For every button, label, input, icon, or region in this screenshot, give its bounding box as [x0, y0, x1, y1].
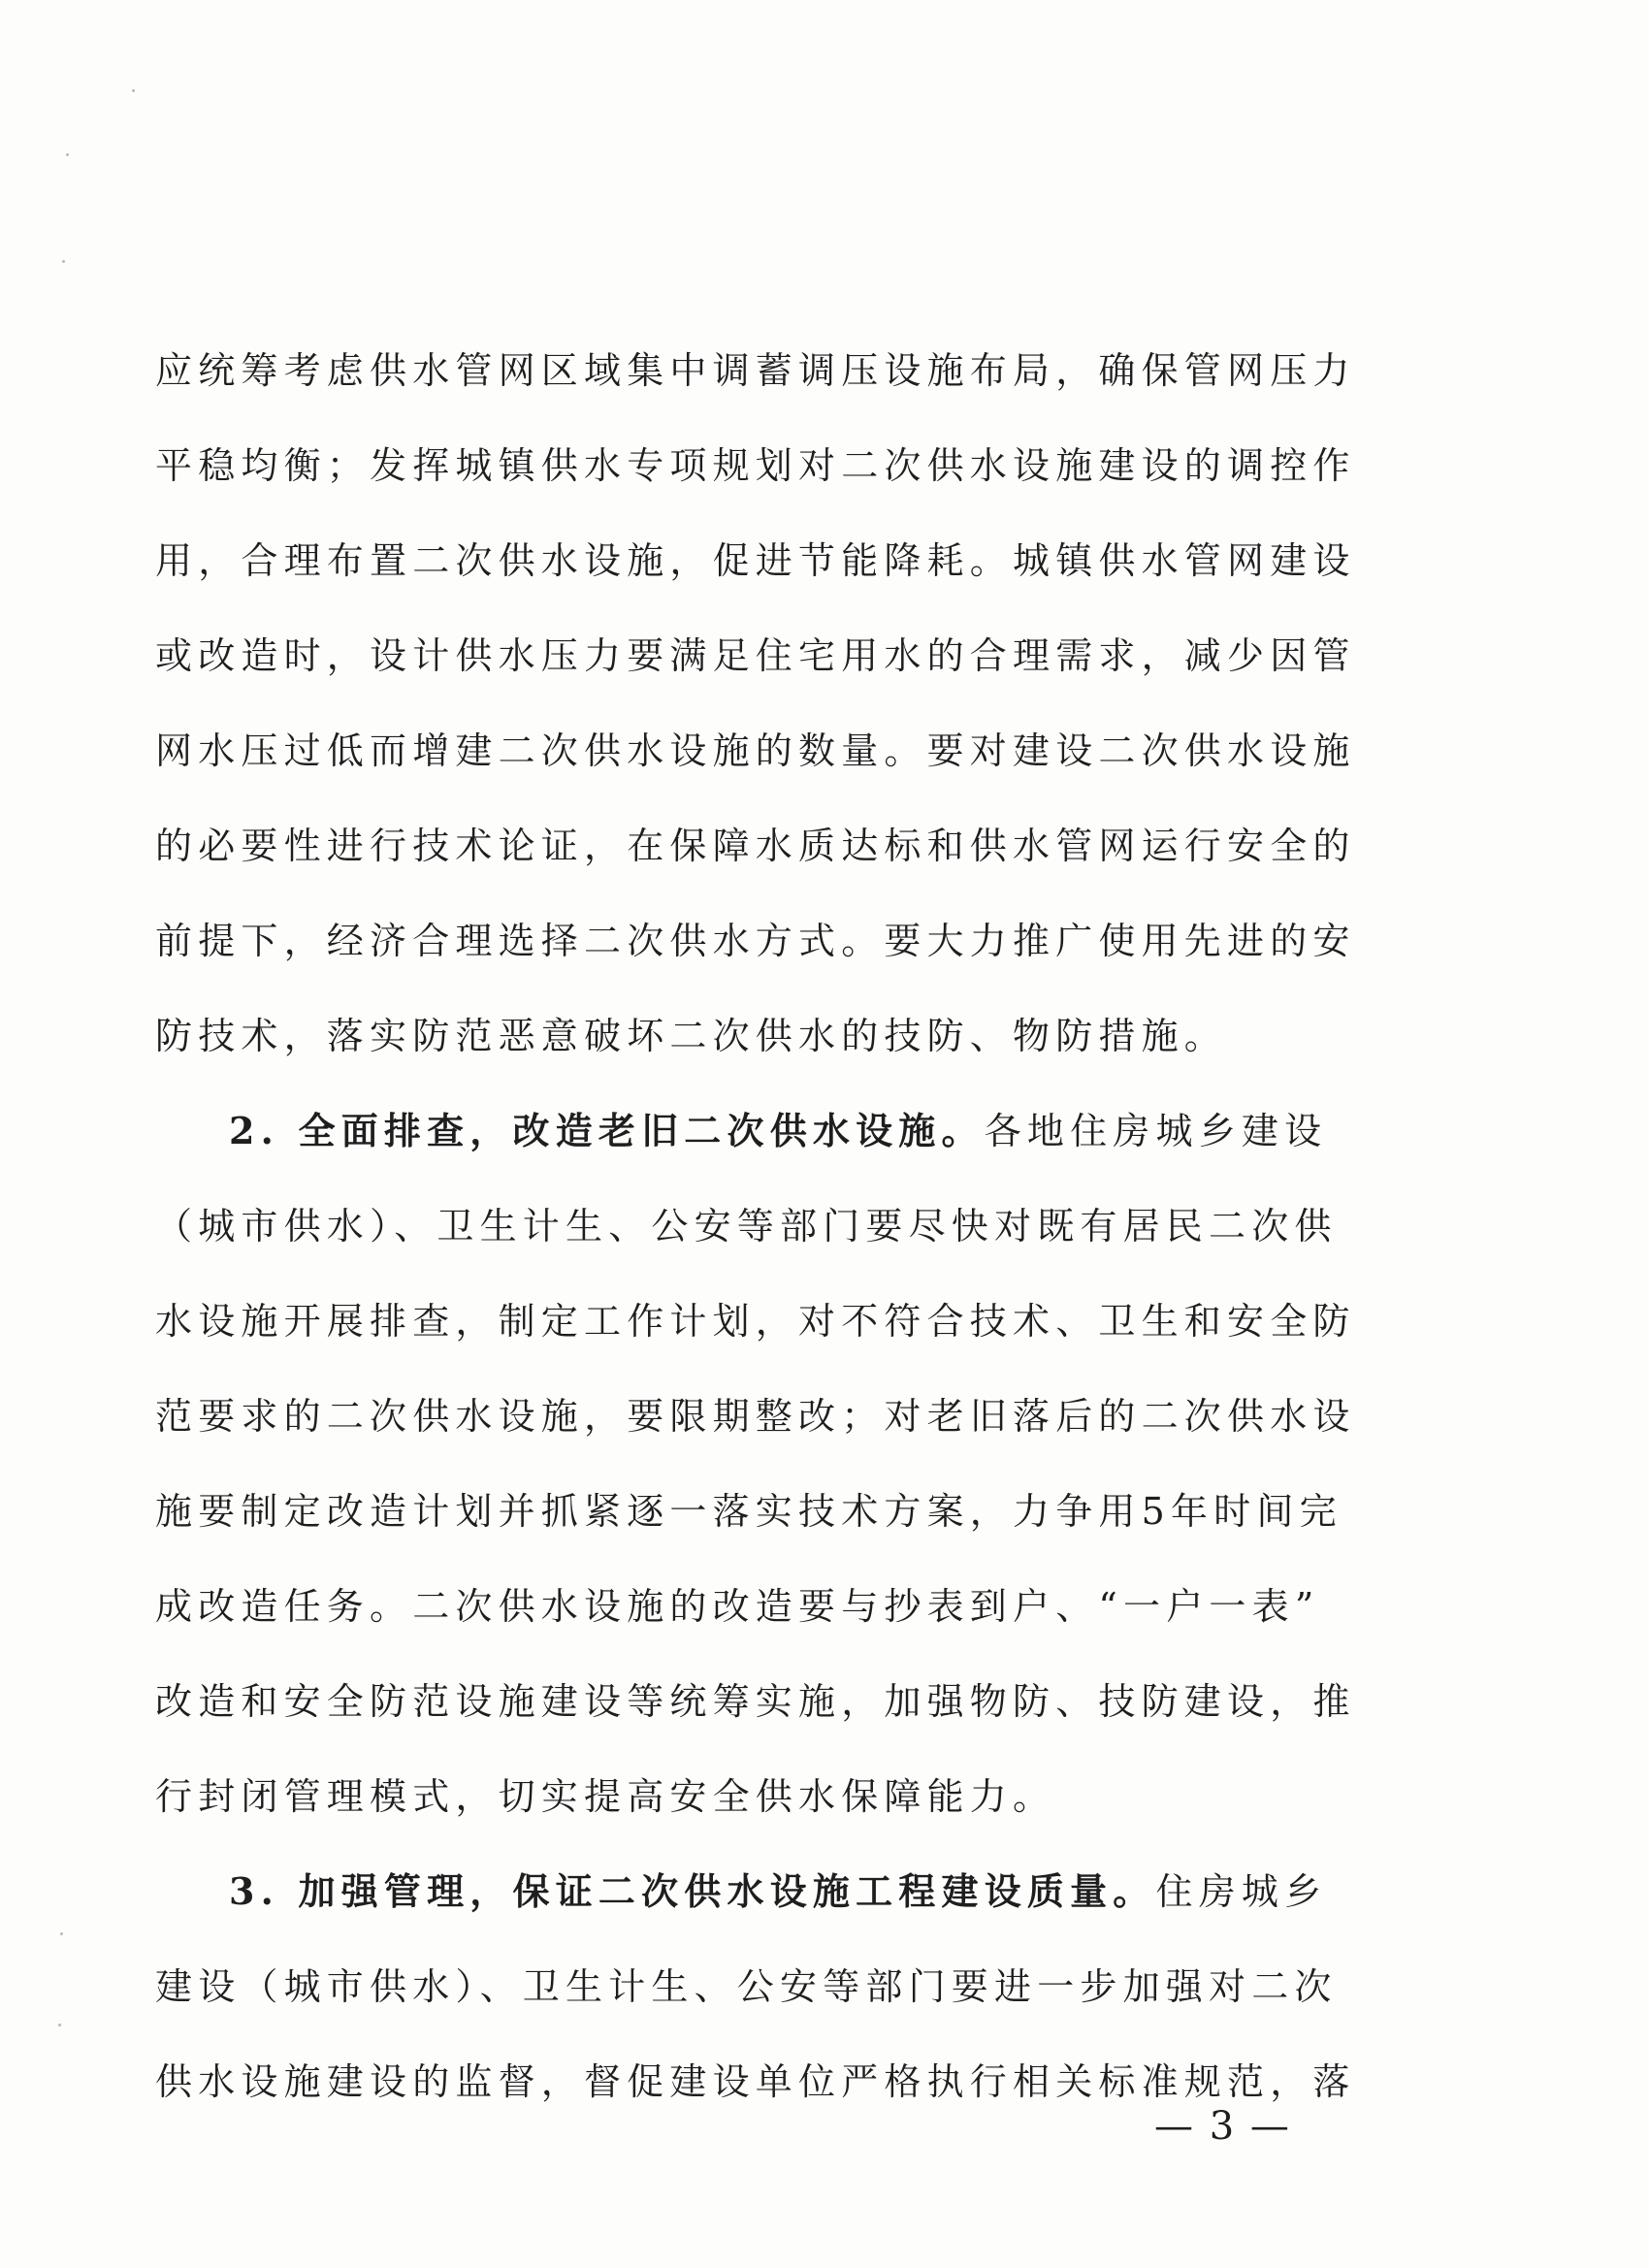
scan-speck	[66, 153, 69, 156]
scan-speck	[62, 260, 65, 263]
text-line: 建设（城市供水）、卫生计生、公安等部门要进一步加强对二次	[155, 1965, 1338, 2008]
text-line: 或改造时，设计供水压力要满足住宅用水的合理需求，减少因管	[155, 634, 1356, 677]
text-line: 改造和安全防范设施建设等统筹实施，加强物防、技防建设，推	[155, 1680, 1356, 1723]
scan-speck	[132, 89, 135, 92]
text-line: 范要求的二次供水设施，要限期整改；对老旧落后的二次供水设	[155, 1395, 1356, 1438]
text-line: 应统筹考虑供水管网区域集中调蓄调压设施布局，确保管网压力	[155, 349, 1356, 392]
section-3-first-line-text: 住房城乡	[1155, 1870, 1328, 1913]
text-line: 成改造任务。二次供水设施的改造要与抄表到户、“一户一表”	[155, 1585, 1320, 1628]
text-line: 网水压过低而增建二次供水设施的数量。要对建设二次供水设施	[155, 729, 1356, 772]
text-line: 的必要性进行技术论证，在保障水质达标和供水管网运行安全的	[155, 825, 1356, 867]
text-line: 平稳均衡；发挥城镇供水专项规划对二次供水设施建设的调控作	[155, 444, 1356, 487]
scan-speck	[60, 1932, 63, 1935]
text-line: 水设施开展排查，制定工作计划，对不符合技术、卫生和安全防	[155, 1300, 1356, 1343]
text-line: 用，合理布置二次供水设施，促进节能降耗。城镇供水管网建设	[155, 539, 1356, 582]
text-line: 行封闭管理模式，切实提高安全供水保障能力。	[155, 1775, 1056, 1818]
text-line: 供水设施建设的监督，督促建设单位严格执行相关标准规范，落	[155, 2060, 1356, 2103]
text-line: 施要制定改造计划并抓紧逐一落实技术方案，力争用5年时间完	[155, 1490, 1342, 1533]
page-number: — 3 —	[1154, 2104, 1291, 2149]
text-line: （城市供水）、卫生计生、公安等部门要尽快对既有居民二次供	[155, 1205, 1338, 1247]
text-line: 前提下，经济合理选择二次供水方式。要大力推广使用先进的安	[155, 920, 1356, 962]
section-3-heading: 3. 加强管理，保证二次供水设施工程建设质量。	[229, 1869, 1156, 1913]
section-2-heading: 2. 全面排查，改造老旧二次供水设施。	[229, 1109, 985, 1152]
scan-speck	[58, 2024, 61, 2026]
text-line: 防技术，落实防范恶意破坏二次供水的技防、物防措施。	[155, 1015, 1228, 1057]
section-2-first-line	[229, 1110, 1327, 1152]
section-2-first-line-text: 各地住房城乡建设	[984, 1110, 1328, 1152]
section-3-first-line	[229, 1870, 1327, 1913]
